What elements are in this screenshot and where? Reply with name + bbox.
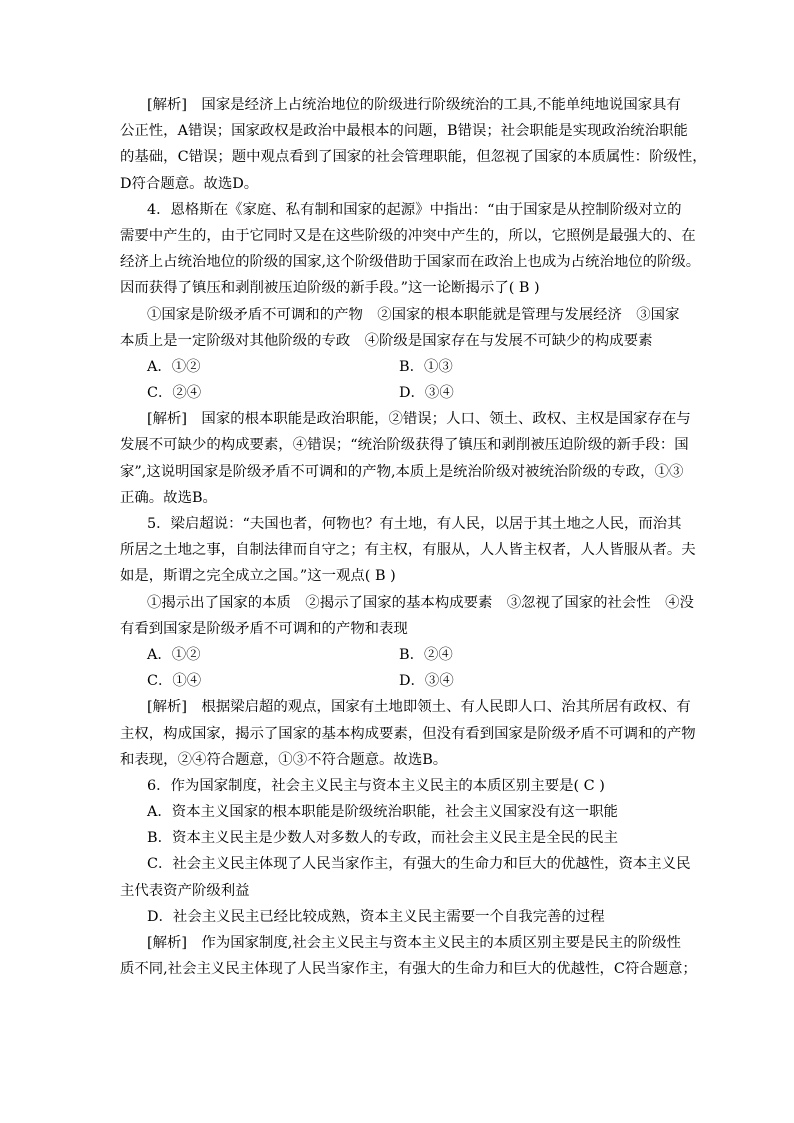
option-c-continued: 主代表资产阶级利益: [120, 882, 250, 899]
option-c: C．②④: [147, 385, 202, 402]
question-stem-line: 6．作为国家制度，社会主义民主与资本主义民主的本质区别主要是( C ): [147, 777, 605, 794]
option-a: A．①②: [147, 358, 201, 375]
question-stem-line: 如是，斯谓之完全成立之国。”这一观点( B ): [120, 568, 396, 585]
options-row: [120, 668, 676, 694]
options-row: [120, 380, 676, 406]
analysis-line: 发展不可缺少的构成要素，④错误；“统治阶级获得了镇压和剥削被压迫阶级的新手段：国: [120, 437, 689, 454]
analysis-line: 正确。故选B。: [120, 489, 217, 506]
statement-line: 本质上是一定阶级对其他阶级的专政 ④阶级是国家存在与发展不可缺少的构成要素: [120, 332, 653, 349]
analysis-text: 国家的根本职能是政治职能，②错误；人口、领土、政权、主权是国家存在与: [201, 411, 691, 428]
analysis-line: 质不同,社会主义民主体现了人民当家作主，有强大的生命力和巨大的优越性，C符合题意；: [120, 961, 697, 978]
options-row: [120, 642, 676, 668]
analysis-tag: [解析]: [147, 97, 188, 113]
option-d: D．③④: [399, 673, 454, 690]
analysis-line: [120, 92, 681, 118]
analysis-tag: [解析]: [147, 411, 188, 428]
statement-line: ①国家是阶级矛盾不可调和的产物 ②国家的根本职能就是管理与发展经济 ③国家: [147, 306, 680, 323]
analysis-line: [120, 406, 691, 432]
analysis-line: [120, 694, 691, 720]
analysis-tag: [解析]: [147, 935, 188, 951]
analysis-line: 的基础，C错误；题中观点看到了国家的社会管理职能，但忽视了国家的本质属性：阶级性，: [120, 149, 707, 166]
option-a: A．①②: [147, 646, 201, 663]
option-b: B．资本主义民主是少数人对多数人的专政，而社会主义民主是全民的民主: [147, 830, 619, 847]
option-d: D．社会主义民主已经比较成熟，资本主义民主需要一个自我完善的过程: [147, 908, 605, 925]
statement-line: ①揭示出了国家的本质 ②揭示了国家的基本构成要素 ③忽视了国家的社会性 ④没: [147, 594, 694, 611]
option-b: B．②④: [399, 646, 453, 663]
question-stem-line: 经济上占统治地位的阶级的国家,这个阶级借助于国家而在政治上也成为占统治地位的阶级。: [120, 254, 701, 271]
analysis-line: 家”,这说明国家是阶级矛盾不可调和的产物,本质上是统治阶级对被统治阶级的专政，①③: [120, 463, 684, 480]
options-row: [120, 354, 676, 380]
question-stem-line: 4．恩格斯在《家庭、私有制和国家的起源》中指出：“由于国家是从控制阶级对立的: [147, 201, 682, 218]
analysis-text: 作为国家制度,社会主义民主与资本主义民主的本质区别主要是民主的阶级性: [201, 935, 681, 951]
question-stem-line: 所居之土地之事，自制法律而自守之；有主权，有服从，人人皆主权者，人人皆服从者。夫: [120, 542, 696, 559]
document-content: [120, 92, 707, 982]
analysis-line: 和表现，②④符合题意，①③不符合题意。故选B。: [120, 751, 448, 768]
analysis-text: 根据梁启超的观点，国家有土地即领土、有人民即人口、治其所居有政权、有: [201, 699, 691, 716]
question-stem-line: 因而获得了镇压和剥削被压迫阶级的新手段。”这一论断揭示了( B ): [120, 280, 540, 297]
analysis-line: D符合题意。故选D。: [120, 175, 259, 192]
analysis-line: 公正性，A错误；国家政权是政治中最根本的问题，B错误；社会职能是实现政治统治职能: [120, 123, 688, 140]
question-stem-line: 5．梁启超说：“夫国也者，何物也？有土地，有人民，以居于其土地之人民，而治其: [147, 516, 682, 532]
statement-line: 有看到国家是阶级矛盾不可调和的产物和表现: [120, 620, 408, 637]
option-c: C．社会主义民主体现了人民当家作主，有强大的生命力和巨大的优越性，资本主义民: [147, 856, 691, 873]
analysis-text: 国家是经济上占统治地位的阶级进行阶级统治的工具,不能单纯地说国家具有: [201, 97, 681, 113]
option-d: D．③④: [399, 385, 454, 402]
analysis-line: 主权，构成国家，揭示了国家的基本构成要素，但没有看到国家是阶级矛盾不可调和的产物: [120, 725, 696, 742]
analysis-line: [120, 930, 681, 956]
question-stem-line: 需要中产生的，由于它同时又是在这些阶级的冲突中产生的，所以，它照例是最强大的、在: [120, 227, 696, 244]
option-b: B．①③: [399, 358, 453, 375]
option-c: C．①④: [147, 673, 202, 690]
option-a: A．资本主义国家的根本职能是阶级统治职能，社会主义国家没有这一职能: [147, 804, 618, 821]
analysis-tag: [解析]: [147, 699, 188, 716]
